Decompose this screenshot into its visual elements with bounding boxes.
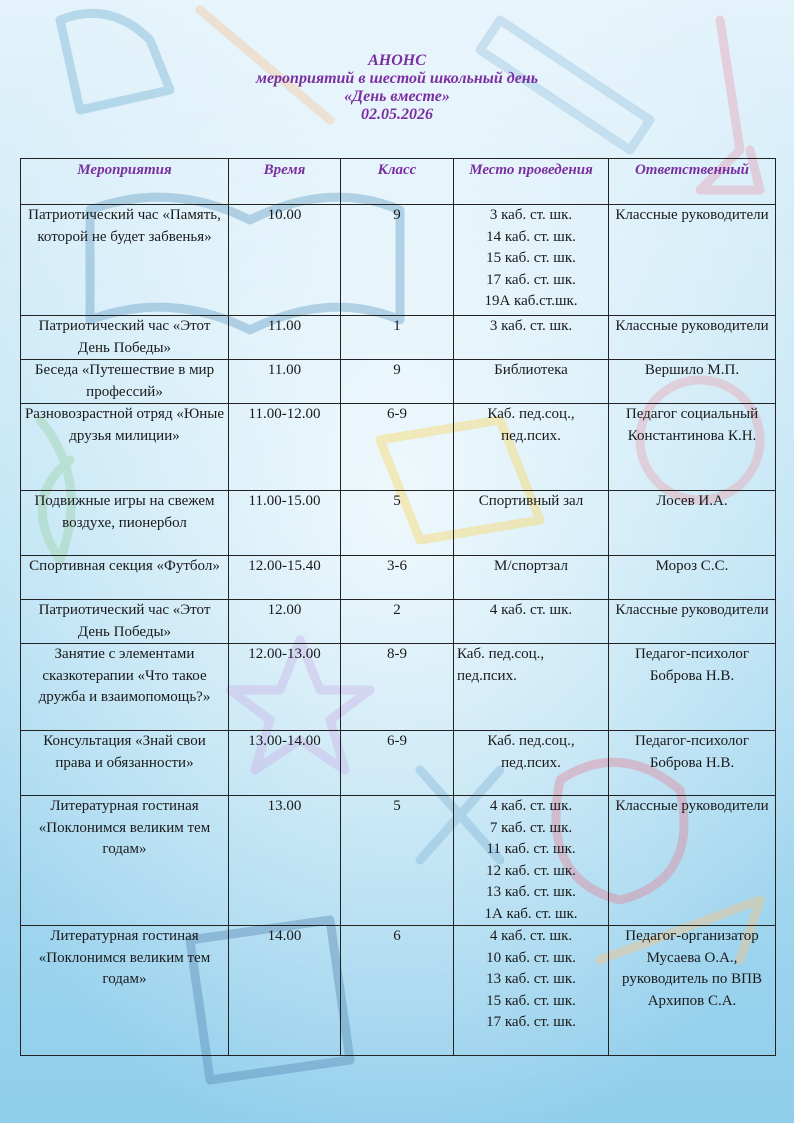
cell-place [454,491,609,556]
place-line: 4 каб. ст. шк. [489,928,573,944]
table-row [21,556,776,600]
cell-event: Патриотический час «Память, которой не будет забвенья» [21,205,229,316]
column-header-events: Мероприятия [21,159,229,205]
cell-time: 13.00-14.00 [229,731,341,796]
table-row [21,600,776,644]
cell-responsible: Мороз С.С. [609,556,776,600]
place-line: Каб. пед.соц., пед.псих. [487,733,575,771]
cell-event: Патриотический час «Этот День Победы» [21,600,229,644]
place-line: 13 каб. ст. шк. [486,884,576,900]
table-header-row [21,159,776,205]
table-row [21,360,776,404]
cell-responsible: Педагог-психолог Боброва Н.В. [609,644,776,731]
place-line: 14 каб. ст. шк. [486,228,576,245]
place-line: 3 каб. ст. шк. [489,318,573,334]
cell-responsible: Педагог-организатор Мусаева О.А., руководитель по ВПВ Архипов С.А. [609,926,776,1056]
cell-time: 11.00 [229,316,341,360]
cell-event: Беседа «Путешествие в мир профессий» [21,360,229,404]
place-line: 4 каб. ст. шк. [489,798,573,814]
cell-class: 8-9 [341,644,454,731]
place-line: Каб. пед.соц., пед.псих. [457,646,545,684]
cell-class: 6-9 [341,404,454,491]
column-header-place: Место проведения [454,159,609,205]
place-line: 17 каб. ст. шк. [486,271,576,288]
cell-place [454,205,609,316]
table-row [21,731,776,796]
cell-event: Занятие с элементами сказкотерапии «Что такое дружба и взаимопомощь?» [21,644,229,731]
place-line: М/спортзал [494,558,568,574]
cell-responsible: Вершило М.П. [609,360,776,404]
cell-place [454,926,609,1056]
cell-event: Разновозрастной отряд «Юные друзья милиции» [21,404,229,491]
cell-class: 6 [341,926,454,1056]
cell-class: 9 [341,360,454,404]
cell-place [454,556,609,600]
column-header-class: Класс [341,159,454,205]
table-row [21,404,776,491]
place-line: 13 каб. ст. шк. [486,971,576,987]
cell-time: 11.00-15.00 [229,491,341,556]
cell-class: 1 [341,316,454,360]
cell-event: Консультация «Знай свои права и обязанности» [21,731,229,796]
cell-responsible: Классные руководители [609,796,776,926]
cell-class: 3-6 [341,556,454,600]
header-event-name: «День вместе» [344,88,450,105]
cell-time: 12.00 [229,600,341,644]
cell-time: 12.00-15.40 [229,556,341,600]
table-row [21,316,776,360]
place-line: Спортивный зал [478,493,584,509]
place-line: 15 каб. ст. шк. [486,250,576,266]
cell-time: 10.00 [229,205,341,316]
cell-place [454,360,609,404]
cell-responsible: Педагог социальный Константинова К.Н. [609,404,776,491]
cell-responsible: Классные руководители [609,316,776,360]
place-line: 10 каб. ст. шк. [486,949,576,966]
table-row [21,796,776,926]
cell-time: 11.00-12.00 [229,404,341,491]
cell-event: Спортивная секция «Футбол» [21,556,229,600]
column-header-time: Время [229,159,341,205]
cell-time: 13.00 [229,796,341,926]
cell-place [454,404,609,491]
cell-class: 6-9 [341,731,454,796]
header-subtitle: мероприятий в шестой школьный день [255,70,538,87]
table-row [21,205,776,316]
cell-class: 2 [341,600,454,644]
place-line: 15 каб. ст. шк. [486,992,576,1009]
place-line: 1А каб. ст. шк. [484,905,578,922]
events-table [20,158,776,1056]
cell-event: Литературная гостиная «Поклонимся великим тем годам» [21,796,229,926]
cell-place [454,600,609,644]
cell-responsible: Лосев И.А. [609,491,776,556]
cell-time: 11.00 [229,360,341,404]
cell-responsible: Педагог-психолог Боброва Н.В. [609,731,776,796]
cell-event: Патриотический час «Этот День Победы» [21,316,229,360]
header-title: АНОНС [368,52,426,69]
place-line: Библиотека [494,362,568,378]
announcement-header [0,52,794,124]
place-line: 3 каб. ст. шк. [489,207,573,223]
cell-class: 5 [341,491,454,556]
cell-responsible: Классные руководители [609,205,776,316]
table-row [21,491,776,556]
cell-event: Подвижные игры на свежем воздухе, пионербол [21,491,229,556]
cell-class: 5 [341,796,454,926]
table-row [21,926,776,1056]
column-header-responsible: Ответственный [609,159,776,205]
place-line: 11 каб. ст. шк. [486,841,576,857]
cell-time: 14.00 [229,926,341,1056]
header-date: 02.05.2026 [361,106,433,123]
cell-place [454,731,609,796]
place-line: 12 каб. ст. шк. [486,862,576,879]
cell-place [454,316,609,360]
cell-responsible: Классные руководители [609,600,776,644]
place-line: 17 каб. ст. шк. [486,1014,576,1030]
cell-class: 9 [341,205,454,316]
cell-place [454,796,609,926]
cell-place [454,644,609,731]
place-line: 4 каб. ст. шк. [489,602,573,618]
cell-time: 12.00-13.00 [229,644,341,731]
cell-event: Литературная гостиная «Поклонимся великим тем годам» [21,926,229,1056]
place-line: Каб. пед.соц., пед.псих. [487,406,575,444]
place-line: 19А каб.ст.шк. [484,293,578,309]
place-line: 7 каб. ст. шк. [489,819,573,836]
table-row [21,644,776,731]
